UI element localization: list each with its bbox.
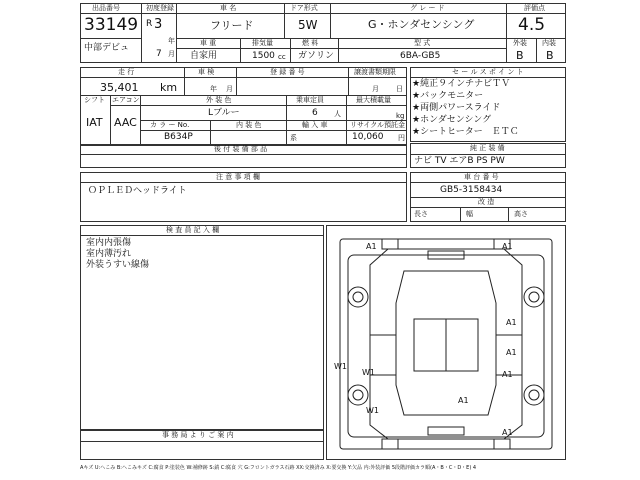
inspector-label: 検 査 員 記 入 欄 [166, 226, 220, 234]
sales-point-item: ★バックモニター [412, 91, 484, 101]
displacement-label: 排気量 [252, 39, 273, 47]
notes-label: 注 意 事 項 欄 [216, 173, 260, 181]
sales-point-item: ★両側パワースライド [412, 103, 501, 113]
height-label: 高さ [514, 210, 528, 218]
notes-value: ＯＰＬＥＤヘッドライト [88, 186, 187, 196]
doc-expiry-label: 譲渡書類期限 [354, 68, 396, 76]
damage-mark: A1 [502, 370, 513, 379]
inspection-month-unit: 月 [226, 85, 233, 93]
month: 7 [156, 49, 162, 59]
extra-parts-label: 後 付 装 備 部 品 [214, 145, 268, 153]
mileage-label: 走 行 [118, 68, 135, 76]
max-load-unit: kg [396, 112, 405, 120]
score-label: 評価点 [524, 4, 545, 12]
length-label: 長さ [414, 210, 428, 218]
inspector-line: 室内薄汚れ [86, 249, 132, 259]
frame-label: 車 台 番 号 [464, 173, 499, 181]
color-no-label: カ ラ ー No. [150, 121, 190, 129]
era-year: 3 [154, 17, 163, 32]
mod-label: 改 造 [478, 198, 495, 206]
max-load-label: 最大積載量 [356, 96, 391, 104]
model: 6BA-GB5 [400, 51, 441, 61]
doors-label: ドア形式 [290, 4, 318, 12]
sales-point-item: ★シートヒーター ＥＴＣ [412, 127, 519, 137]
damage-mark: A1 [366, 242, 377, 251]
frame-value: GB5-3158434 [440, 185, 503, 195]
ext-color: Lブルー [208, 108, 240, 118]
fuel-label: 燃 料 [302, 39, 319, 47]
fuel: ガソリン [298, 51, 335, 61]
score: 4.5 [518, 15, 546, 35]
model-label: 型 式 [414, 39, 431, 47]
sales-point-item: ★純正９インチナビＴＶ [412, 79, 511, 89]
debut-label: 中部デビュ [84, 43, 130, 53]
doc-day-unit: 日 [396, 85, 403, 93]
lot-no: 33149 [84, 15, 139, 35]
mileage-unit: km [160, 81, 178, 94]
office-label: 事 務 局 よ り ご 案 内 [162, 431, 234, 439]
doc-month-unit: 月 [372, 85, 379, 93]
recycle-unit: 円 [398, 134, 405, 142]
reg-no-label: 登 録 番 号 [270, 68, 305, 76]
inspector-line: 室内内張傷 [86, 238, 132, 248]
car-name-label: 車 名 [220, 4, 237, 12]
capacity-label: 乗車定員 [296, 96, 324, 104]
int-color-label: 内 装 色 [236, 121, 262, 129]
displacement: 1500 [252, 51, 275, 61]
equipment-label: 純 正 装 備 [470, 144, 505, 152]
inspector-line: 外装うすい線傷 [86, 260, 150, 270]
car-name: フリード [210, 19, 254, 32]
int-grade-label: 内装 [542, 39, 556, 47]
first-reg-label: 初度登録 [146, 4, 174, 12]
ext-grade-label: 外装 [513, 39, 527, 47]
ac-label: エアコン [112, 96, 140, 104]
int-color-unit: 系 [290, 134, 297, 142]
car-damage-diagram [326, 225, 566, 460]
damage-mark: W1 [366, 406, 379, 415]
damage-mark: W1 [334, 362, 347, 371]
grade-label: グ レ ー ド [410, 4, 445, 12]
capacity-unit: 人 [334, 110, 341, 118]
color-no: B634P [164, 132, 193, 142]
ext-color-label: 外 装 色 [206, 96, 232, 104]
equipment-value: ナビ TV エアB PS PW [414, 156, 505, 166]
usage-label: 車 重 [200, 39, 217, 47]
import-label: 輸 入 車 [302, 121, 328, 129]
lot-no-label: 出品番号 [92, 4, 120, 12]
mileage: 35,401 [100, 81, 139, 94]
inspection-label: 車 検 [198, 68, 215, 76]
sales-point-item: ★ホンダセンシング [412, 115, 492, 125]
era: R [146, 19, 153, 29]
damage-mark: A1 [502, 242, 513, 251]
footer-legend: Aキズ U:へこみ B:へこみキズ C:腐食 P:塗装色 W:補修跡 S:錆 C:腐食 穴 G:フロントガラス石跡 XX:交換済み X:要交換 Y:欠品 内:外装評価 5段階評価カラ順(A・B・C・D・E) 4 [80, 465, 477, 471]
damage-mark: A1 [506, 348, 517, 357]
damage-mark: W1 [362, 368, 375, 377]
year-unit: 年 [168, 37, 175, 45]
recycle-label: リサイクル預託金 [350, 121, 406, 129]
doors: 5W [298, 18, 318, 32]
capacity: 6 [312, 108, 318, 118]
displacement-unit: cc [278, 53, 286, 61]
shift: IAT [86, 116, 103, 129]
month-unit: 月 [168, 50, 175, 58]
grade: G・ホンダセンシング [368, 18, 475, 31]
int-grade: B [546, 49, 554, 62]
sales-points-label: セ ー ル ス ポ イ ン ト [452, 68, 524, 76]
inspection-year-unit: 年 [210, 85, 217, 93]
ext-grade: B [516, 49, 524, 62]
damage-mark: A1 [458, 396, 469, 405]
width-label: 幅 [466, 210, 473, 218]
damage-mark: A1 [502, 428, 513, 437]
shift-label: シフト [84, 96, 105, 104]
recycle: 10,060 [352, 132, 384, 142]
usage: 自家用 [190, 51, 218, 61]
damage-mark: A1 [506, 318, 517, 327]
ac: AAC [114, 116, 137, 129]
